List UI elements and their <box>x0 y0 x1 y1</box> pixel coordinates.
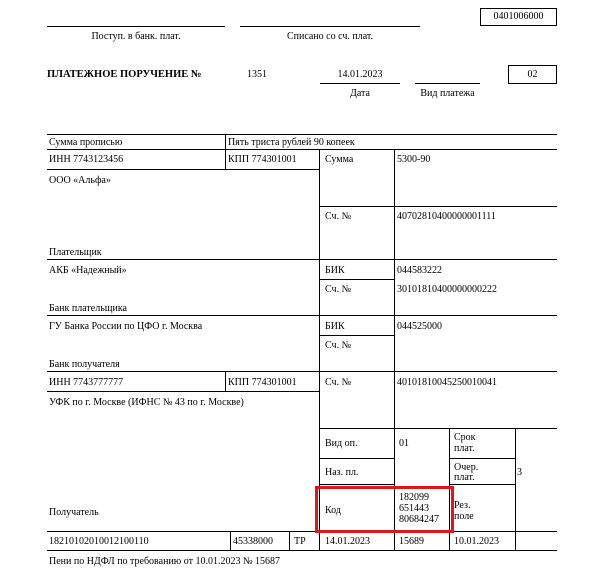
grid-line <box>47 134 557 135</box>
order-label-2: плат. <box>454 472 475 483</box>
res-label-1: Рез. <box>454 500 471 511</box>
form-code: 0401006000 <box>493 11 544 22</box>
payee-label: Получатель <box>49 507 99 518</box>
payee-bik: 044525000 <box>397 321 442 332</box>
grid-line <box>47 531 557 532</box>
grid-line <box>319 428 557 429</box>
debited-line <box>240 26 420 27</box>
code-value-1: 182099 <box>399 492 429 503</box>
grid-line <box>47 315 557 316</box>
grid-line <box>319 458 394 459</box>
payer-inn: ИНН 7743123456 <box>49 154 124 165</box>
grid-line <box>47 169 319 170</box>
payer-bik-label: БИК <box>325 265 345 276</box>
received-line <box>47 26 225 27</box>
status-code-box <box>508 65 557 84</box>
code-label: Код <box>325 505 341 516</box>
payee-account-label: Сч. № <box>325 377 352 388</box>
grid-line <box>515 428 516 550</box>
code-value-2: 651443 <box>399 503 429 514</box>
payer-kpp: КПП 774301001 <box>228 154 297 165</box>
payer-name: ООО «Альфа» <box>49 175 111 186</box>
date-label: Дата <box>350 88 370 99</box>
tax-doc-number: 15689 <box>399 536 424 547</box>
grid-line <box>289 531 290 550</box>
grid-line <box>319 279 394 280</box>
grid-line <box>47 391 319 392</box>
kbk: 18210102010012100110 <box>49 536 149 547</box>
page-title: ПЛАТЕЖНОЕ ПОРУЧЕНИЕ № <box>47 69 202 80</box>
grid-line <box>225 149 226 169</box>
sum-value: 5300-90 <box>397 154 431 165</box>
op-type-label: Вид оп. <box>325 438 358 449</box>
code-value-3: 80684247 <box>399 514 439 525</box>
grid-line <box>225 371 226 391</box>
highlight-box <box>315 486 454 533</box>
debited-label: Списано со сч. плат. <box>286 31 374 42</box>
payer-bik: 044583222 <box>397 265 442 276</box>
grid-line <box>47 371 557 372</box>
payer-bank-label: Банк плательщика <box>49 303 127 314</box>
order-label-1: Очер. <box>454 462 479 473</box>
received-label: Поступ. в банк. плат. <box>91 31 181 42</box>
payer-bank-name: АКБ «Надежный» <box>49 265 127 276</box>
payee-bank-label: Банк получателя <box>49 359 120 370</box>
payee-account: 40101810045250010041 <box>397 377 497 388</box>
grid-line <box>47 259 557 260</box>
order-value: 3 <box>517 467 522 478</box>
grid-line <box>449 458 515 459</box>
payer-bank-account: 30101810400000000222 <box>397 284 497 295</box>
payment-purpose: Пени по НДФЛ по требованию от 10.01.2023 № 15687 <box>49 556 281 567</box>
term-label-2: плат. <box>454 443 475 454</box>
form-code-box <box>480 8 557 26</box>
order-number: 1351 <box>247 69 267 80</box>
payee-name: УФК по г. Москве (ИФНС № 43 по г. Москве) <box>49 397 244 408</box>
payer-account-label: Сч. № <box>325 211 352 222</box>
grid-line <box>47 550 557 551</box>
payment-type-label: Вид платежа <box>420 88 475 99</box>
payee-kpp: КПП 774301001 <box>228 377 297 388</box>
payment-type-line <box>415 83 480 84</box>
grid-line <box>319 335 394 336</box>
status-code: 02 <box>527 69 538 80</box>
res-label-2: поле <box>454 511 474 522</box>
payee-bank-name: ГУ Банка России по ЦФО г. Москва <box>49 321 203 332</box>
term-label-1: Срок <box>454 432 476 443</box>
payee-bank-account-label: Сч. № <box>325 340 352 351</box>
payer-account: 40702810400000001111 <box>397 211 496 222</box>
payee-inn: ИНН 7743777777 <box>49 377 124 388</box>
purpose-code-label: Наз. пл. <box>325 467 359 478</box>
tax-basis: ТР <box>294 536 306 547</box>
amount-words-label: Сумма прописью <box>49 137 123 148</box>
tax-period: 14.01.2023 <box>325 536 370 547</box>
tax-doc-date: 10.01.2023 <box>454 536 499 547</box>
order-date: 14.01.2023 <box>337 69 383 80</box>
date-line <box>320 83 400 84</box>
grid-line <box>319 484 394 485</box>
grid-line <box>449 484 515 485</box>
payer-label: Плательщик <box>49 247 102 258</box>
grid-line <box>47 149 557 150</box>
payee-bik-label: БИК <box>325 321 345 332</box>
amount-words: Пять триста рублей 90 копеек <box>228 137 355 148</box>
sum-label: Сумма <box>325 154 354 165</box>
grid-line <box>225 134 226 149</box>
payer-bank-account-label: Сч. № <box>325 284 352 295</box>
grid-line <box>319 206 557 207</box>
grid-line <box>230 531 231 550</box>
oktmo: 45338000 <box>233 536 273 547</box>
op-type-value: 01 <box>399 438 409 449</box>
